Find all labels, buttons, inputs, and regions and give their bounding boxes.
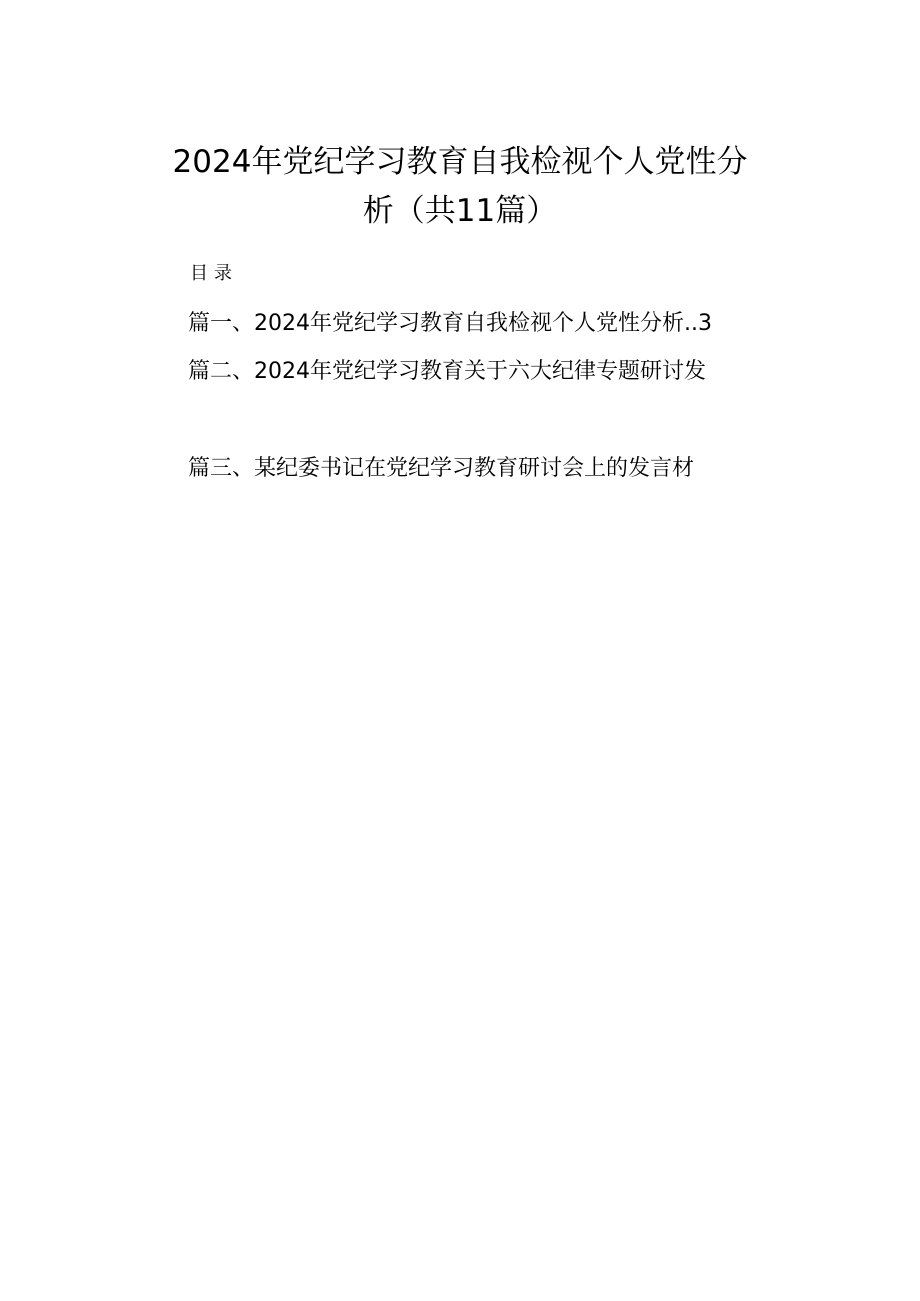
document-title-line-2: 析（共11篇） xyxy=(362,193,558,229)
toc-item-3[interactable]: 篇三、某纪委书记在党纪学习教育研讨会上的发言材 xyxy=(188,456,695,481)
document-title-line-1: 2024年党纪学习教育自我检视个人党性分 xyxy=(172,144,748,180)
toc-heading: 目录 xyxy=(190,263,238,284)
toc-item-1[interactable]: 篇一、2024年党纪学习教育自我检视个人党性分析..3 xyxy=(188,311,712,336)
toc-item-2[interactable]: 篇二、2024年党纪学习教育关于六大纪律专题研讨发 xyxy=(188,359,706,384)
